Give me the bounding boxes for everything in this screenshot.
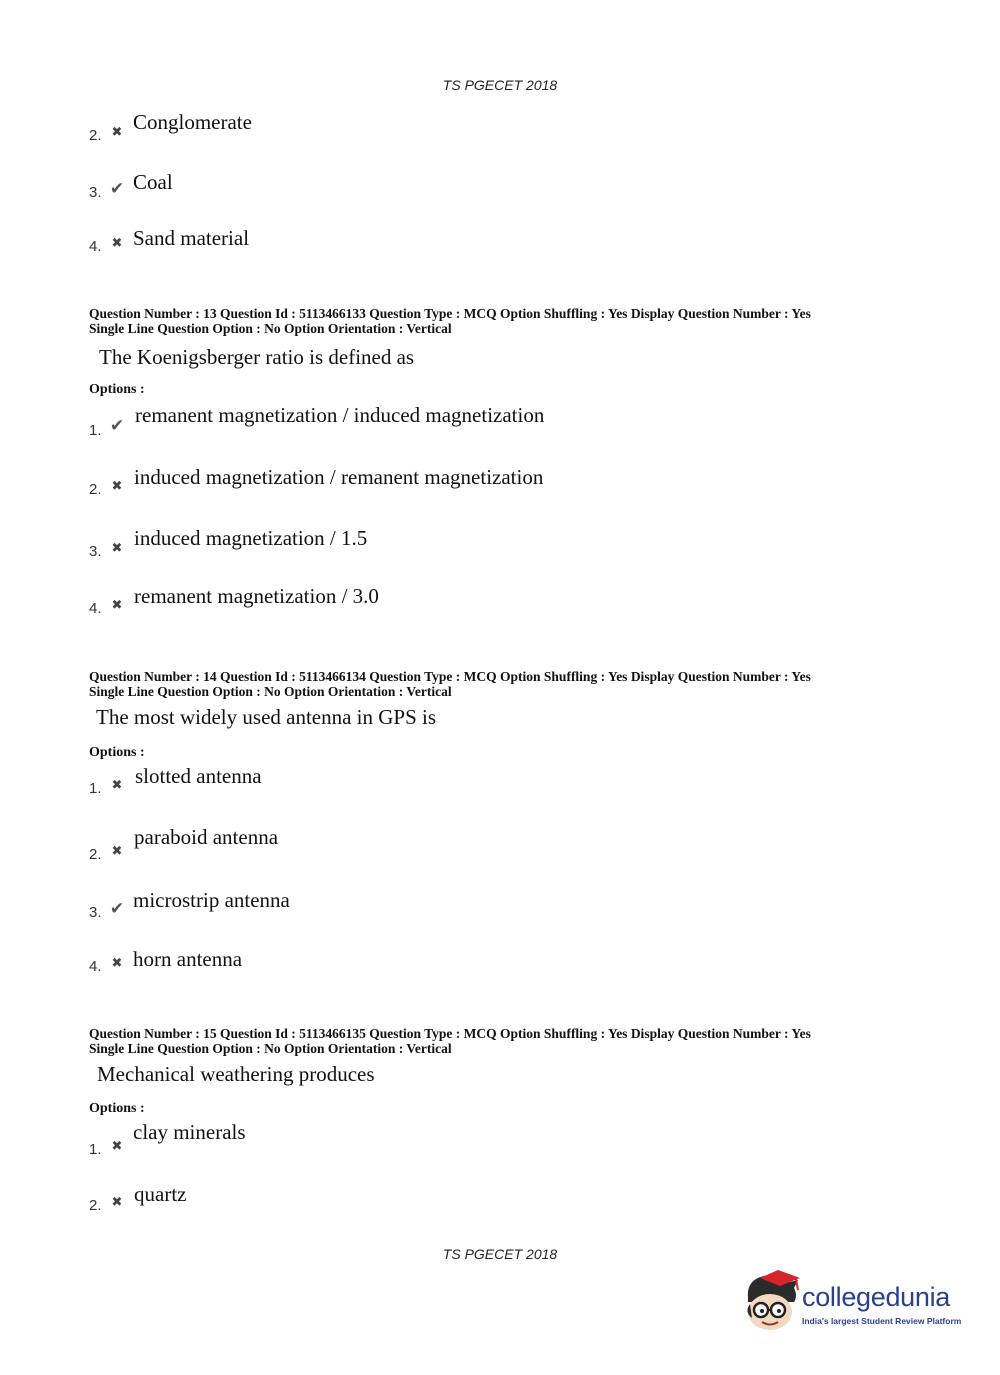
question-meta-line: Question Number : 14 Question Id : 5113466134 Question Type : MCQ Option Shuffling : Yes Display Question Number : Yes (89, 669, 811, 684)
option-number: 3. (89, 904, 102, 921)
option-number: 4. (89, 600, 102, 617)
option-number: 3. (89, 184, 102, 201)
options-label: Options : (89, 745, 145, 760)
option-number: 3. (89, 543, 102, 560)
wrong-mark-icon: ✖ (111, 843, 123, 858)
logo-wordmark: collegedunia (802, 1282, 951, 1312)
logo-tagline: India's largest Student Review Platform (802, 1316, 962, 1326)
correct-check-icon: ✔ (109, 416, 125, 435)
collegedunia-mascot-icon (740, 1268, 802, 1340)
option-text: clay minerals (133, 1120, 246, 1144)
option-text: Coal (133, 170, 173, 194)
option-text: Sand material (133, 226, 250, 250)
option-number: 2. (89, 127, 102, 144)
wrong-mark-icon: ✖ (111, 777, 123, 792)
question-meta-line: Question Number : 13 Question Id : 5113466133 Question Type : MCQ Option Shuffling : Yes Display Question Number : Yes (89, 306, 811, 321)
option-text: microstrip antenna (133, 888, 290, 912)
options-label: Options : (89, 1101, 145, 1116)
question-meta-line: Single Line Question Option : No Option Orientation : Vertical (89, 321, 452, 336)
question-text: The most widely used antenna in GPS is (96, 705, 437, 729)
wrong-mark-icon: ✖ (111, 597, 123, 612)
option-number: 4. (89, 958, 102, 975)
wrong-mark-icon: ✖ (111, 1194, 123, 1209)
correct-check-icon: ✔ (109, 179, 125, 198)
wrong-mark-icon: ✖ (111, 478, 123, 493)
option-text: quartz (134, 1182, 187, 1206)
question-text: Mechanical weathering produces (97, 1062, 375, 1086)
option-text: remanent magnetization / 3.0 (134, 584, 379, 608)
option-text: paraboid antenna (134, 825, 279, 849)
question-meta-line: Question Number : 15 Question Id : 5113466135 Question Type : MCQ Option Shuffling : Yes Display Question Number : Yes (89, 1026, 811, 1041)
page-header: TS PGECET 2018 (442, 77, 558, 93)
option-text: Conglomerate (133, 110, 252, 134)
option-number: 1. (89, 780, 102, 797)
options-label: Options : (89, 382, 145, 397)
wrong-mark-icon: ✖ (111, 1138, 123, 1153)
page-footer: TS PGECET 2018 (442, 1246, 558, 1262)
option-text: horn antenna (133, 947, 243, 971)
option-text: slotted antenna (135, 764, 262, 788)
option-text: induced magnetization / 1.5 (134, 526, 368, 550)
wrong-mark-icon: ✖ (111, 235, 123, 250)
option-number: 1. (89, 422, 102, 439)
option-text: remanent magnetization / induced magnetization (135, 403, 545, 427)
wrong-mark-icon: ✖ (111, 124, 123, 139)
option-number: 2. (89, 481, 102, 498)
option-number: 2. (89, 846, 102, 863)
option-number: 4. (89, 238, 102, 255)
option-number: 2. (89, 1197, 102, 1214)
question-meta-line: Single Line Question Option : No Option Orientation : Vertical (89, 684, 452, 699)
question-meta-line: Single Line Question Option : No Option Orientation : Vertical (89, 1041, 452, 1056)
wrong-mark-icon: ✖ (111, 540, 123, 555)
question-text: The Koenigsberger ratio is defined as (99, 345, 415, 369)
correct-check-icon: ✔ (109, 899, 125, 918)
wrong-mark-icon: ✖ (111, 955, 123, 970)
option-number: 1. (89, 1141, 102, 1158)
option-text: induced magnetization / remanent magnetization (134, 465, 544, 489)
